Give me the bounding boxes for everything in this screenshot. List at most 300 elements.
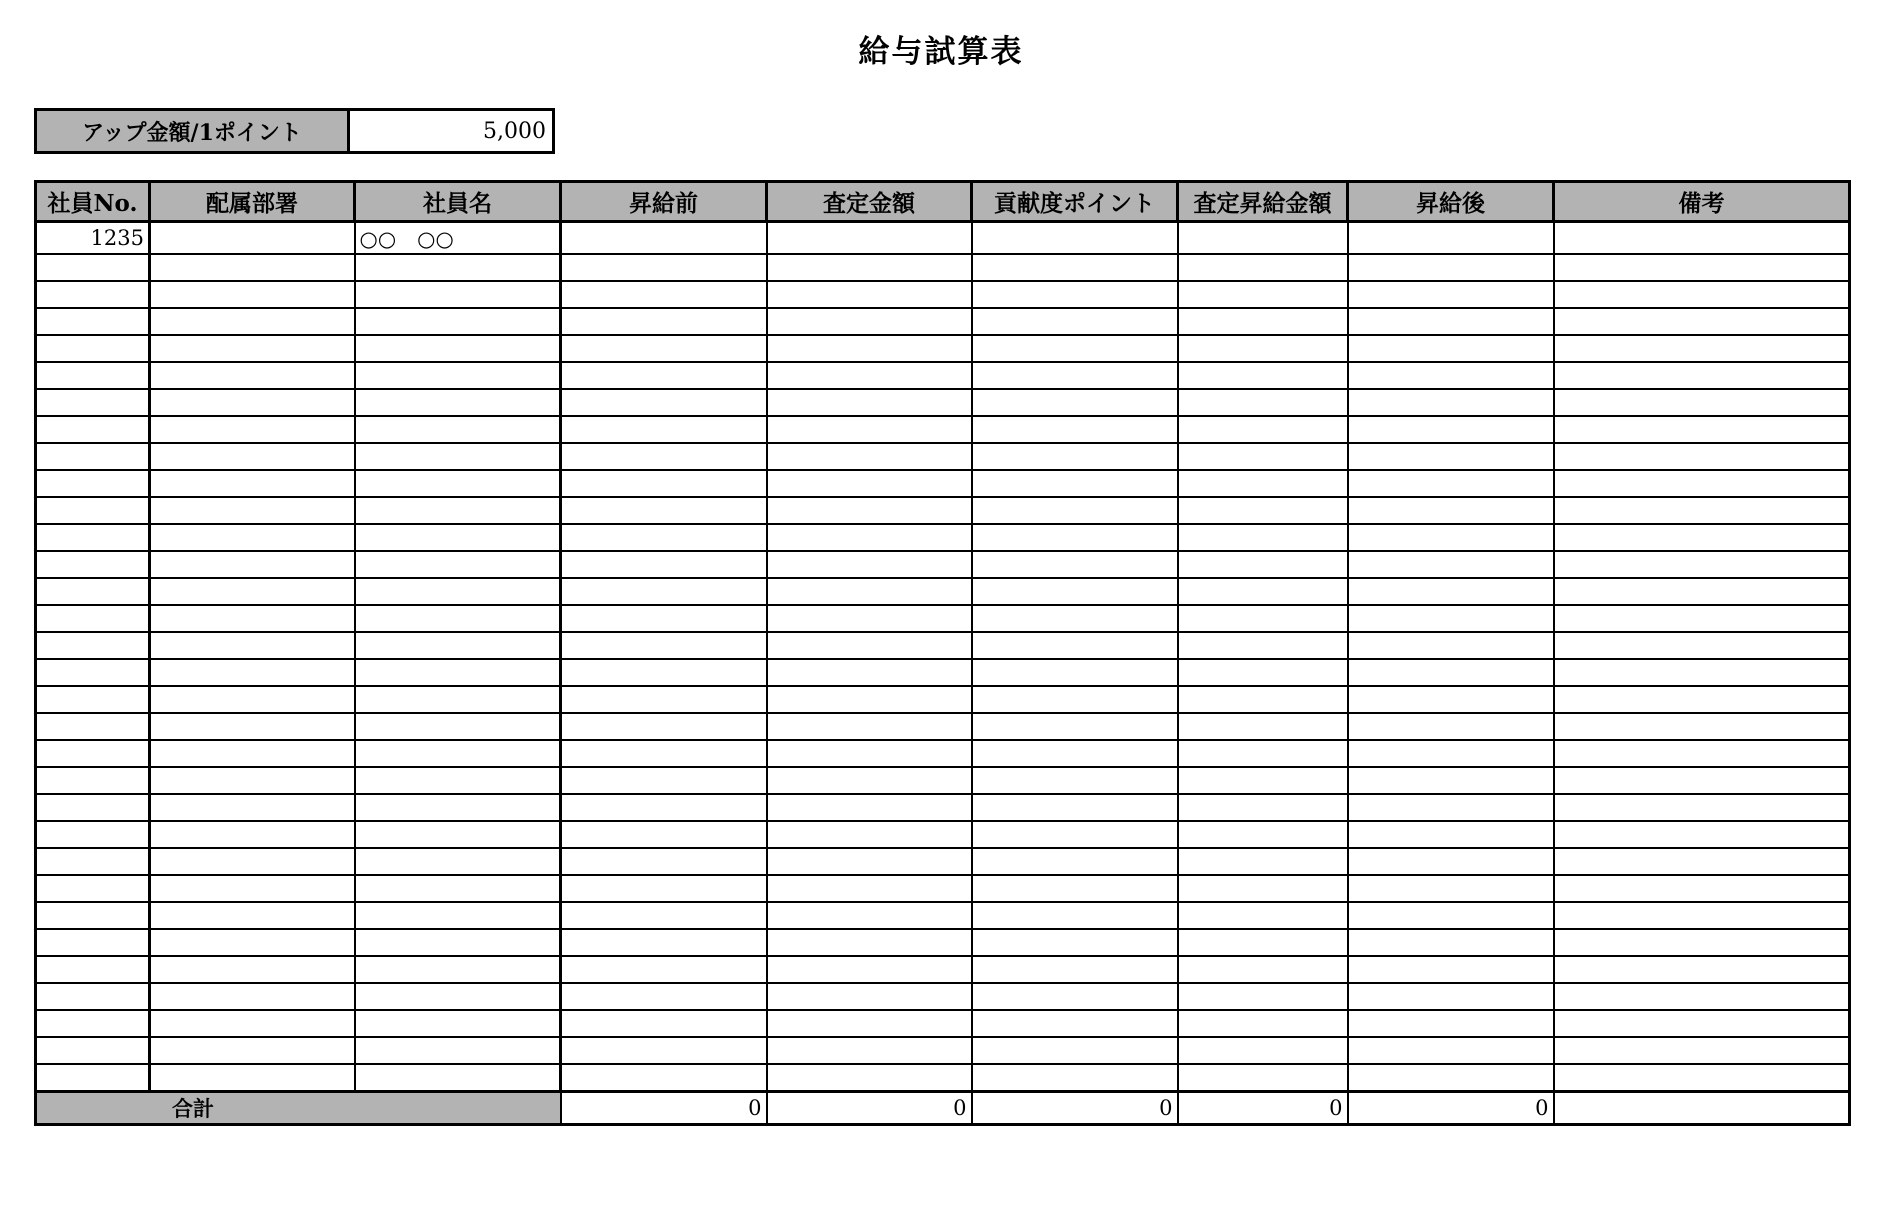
cell-before-raise[interactable] [561, 740, 767, 767]
cell-after-raise[interactable] [1348, 362, 1554, 389]
table-row [36, 632, 1850, 659]
cell-remarks[interactable] [1554, 362, 1850, 389]
cell-employee-no[interactable] [36, 470, 150, 497]
cell-before-raise[interactable] [561, 1010, 767, 1037]
cell-department[interactable] [150, 821, 355, 848]
cell-assessment-amount[interactable] [767, 389, 972, 416]
cell-contribution-points[interactable] [972, 362, 1178, 389]
cell-contribution-points[interactable] [972, 821, 1178, 848]
cell-employee-name[interactable] [355, 254, 561, 281]
cell-before-raise[interactable] [561, 308, 767, 335]
cell-employee-name[interactable] [355, 956, 561, 983]
cell-contribution-points[interactable] [972, 222, 1178, 255]
cell-assessment-amount[interactable] [767, 497, 972, 524]
cell-assessed-raise[interactable] [1178, 222, 1348, 255]
table-row [36, 1037, 1850, 1064]
cell-employee-no[interactable] [36, 659, 150, 686]
cell-after-raise[interactable] [1348, 389, 1554, 416]
cell-after-raise[interactable] [1348, 929, 1554, 956]
cell-after-raise[interactable] [1348, 740, 1554, 767]
cell-remarks[interactable] [1554, 713, 1850, 740]
cell-before-raise[interactable] [561, 1037, 767, 1064]
cell-after-raise[interactable] [1348, 281, 1554, 308]
cell-contribution-points[interactable] [972, 902, 1178, 929]
cell-employee-name[interactable] [355, 551, 561, 578]
cell-assessment-amount[interactable] [767, 740, 972, 767]
cell-before-raise[interactable] [561, 222, 767, 255]
cell-employee-no[interactable] [36, 848, 150, 875]
cell-employee-no[interactable] [36, 551, 150, 578]
cell-before-raise[interactable] [561, 470, 767, 497]
cell-after-raise[interactable] [1348, 1064, 1554, 1092]
cell-after-raise[interactable] [1348, 794, 1554, 821]
cell-assessed-raise[interactable] [1178, 470, 1348, 497]
cell-after-raise[interactable] [1348, 983, 1554, 1010]
cell-assessed-raise[interactable] [1178, 578, 1348, 605]
cell-employee-no[interactable] [36, 389, 150, 416]
cell-department[interactable] [150, 416, 355, 443]
cell-contribution-points[interactable] [972, 686, 1178, 713]
cell-employee-no[interactable] [36, 497, 150, 524]
cell-contribution-points[interactable] [972, 632, 1178, 659]
cell-assessment-amount[interactable] [767, 281, 972, 308]
cell-remarks[interactable] [1554, 875, 1850, 902]
cell-remarks[interactable] [1554, 416, 1850, 443]
cell-before-raise[interactable] [561, 767, 767, 794]
cell-department[interactable] [150, 1037, 355, 1064]
cell-employee-no[interactable] [36, 740, 150, 767]
cell-employee-no[interactable] [36, 821, 150, 848]
cell-department[interactable] [150, 848, 355, 875]
cell-employee-no[interactable] [36, 983, 150, 1010]
cell-department[interactable] [150, 686, 355, 713]
cell-assessment-amount[interactable] [767, 362, 972, 389]
cell-assessment-amount[interactable] [767, 335, 972, 362]
cell-department[interactable] [150, 929, 355, 956]
cell-before-raise[interactable] [561, 605, 767, 632]
cell-assessment-amount[interactable] [767, 821, 972, 848]
cell-department[interactable] [150, 713, 355, 740]
table-row [36, 497, 1850, 524]
cell-after-raise[interactable] [1348, 821, 1554, 848]
cell-assessed-raise[interactable] [1178, 281, 1348, 308]
cell-assessed-raise[interactable] [1178, 902, 1348, 929]
cell-assessed-raise[interactable] [1178, 416, 1348, 443]
cell-employee-name[interactable] [355, 578, 561, 605]
cell-employee-name[interactable]: ○○ ○○ [355, 222, 561, 255]
cell-after-raise[interactable] [1348, 875, 1554, 902]
cell-employee-no[interactable] [36, 443, 150, 470]
total-contribution-points[interactable]: 0 [972, 1092, 1178, 1125]
cell-employee-name[interactable] [355, 875, 561, 902]
cell-remarks[interactable] [1554, 470, 1850, 497]
cell-employee-no[interactable] [36, 254, 150, 281]
cell-employee-name[interactable] [355, 1037, 561, 1064]
cell-department[interactable] [150, 281, 355, 308]
cell-assessed-raise[interactable] [1178, 767, 1348, 794]
cell-department[interactable] [150, 605, 355, 632]
cell-employee-name[interactable] [355, 686, 561, 713]
cell-after-raise[interactable] [1348, 416, 1554, 443]
cell-employee-name[interactable] [355, 281, 561, 308]
cell-employee-no[interactable] [36, 929, 150, 956]
cell-assessment-amount[interactable] [767, 443, 972, 470]
cell-remarks[interactable] [1554, 929, 1850, 956]
cell-before-raise[interactable] [561, 551, 767, 578]
cell-assessed-raise[interactable] [1178, 875, 1348, 902]
cell-contribution-points[interactable] [972, 497, 1178, 524]
cell-employee-no[interactable] [36, 362, 150, 389]
cell-assessed-raise[interactable] [1178, 308, 1348, 335]
cell-employee-name[interactable] [355, 308, 561, 335]
total-after-raise[interactable]: 0 [1348, 1092, 1554, 1125]
cell-employee-name[interactable] [355, 443, 561, 470]
cell-after-raise[interactable] [1348, 659, 1554, 686]
cell-employee-no[interactable] [36, 416, 150, 443]
total-remarks[interactable] [1554, 1092, 1850, 1125]
cell-after-raise[interactable] [1348, 308, 1554, 335]
cell-department[interactable] [150, 956, 355, 983]
cell-contribution-points[interactable] [972, 983, 1178, 1010]
cell-employee-no[interactable] [36, 794, 150, 821]
cell-employee-no[interactable]: 1235 [36, 222, 150, 255]
cell-assessment-amount[interactable] [767, 1010, 972, 1037]
cell-department[interactable] [150, 875, 355, 902]
cell-department[interactable] [150, 659, 355, 686]
cell-employee-no[interactable] [36, 524, 150, 551]
cell-employee-name[interactable] [355, 659, 561, 686]
cell-contribution-points[interactable] [972, 524, 1178, 551]
cell-department[interactable] [150, 470, 355, 497]
cell-remarks[interactable] [1554, 578, 1850, 605]
cell-employee-name[interactable] [355, 524, 561, 551]
cell-assessed-raise[interactable] [1178, 389, 1348, 416]
cell-employee-no[interactable] [36, 686, 150, 713]
cell-before-raise[interactable] [561, 524, 767, 551]
cell-assessed-raise[interactable] [1178, 1037, 1348, 1064]
cell-remarks[interactable] [1554, 389, 1850, 416]
cell-after-raise[interactable] [1348, 848, 1554, 875]
cell-assessment-amount[interactable] [767, 308, 972, 335]
cell-assessment-amount[interactable] [767, 929, 972, 956]
cell-assessed-raise[interactable] [1178, 335, 1348, 362]
cell-employee-no[interactable] [36, 713, 150, 740]
cell-remarks[interactable] [1554, 632, 1850, 659]
cell-employee-name[interactable] [355, 767, 561, 794]
cell-employee-name[interactable] [355, 1064, 561, 1092]
cell-assessed-raise[interactable] [1178, 443, 1348, 470]
cell-employee-no[interactable] [36, 767, 150, 794]
cell-employee-name[interactable] [355, 821, 561, 848]
cell-department[interactable] [150, 794, 355, 821]
cell-before-raise[interactable] [561, 335, 767, 362]
cell-assessed-raise[interactable] [1178, 362, 1348, 389]
cell-before-raise[interactable] [561, 686, 767, 713]
cell-contribution-points[interactable] [972, 308, 1178, 335]
cell-employee-name[interactable] [355, 983, 561, 1010]
cell-contribution-points[interactable] [972, 335, 1178, 362]
cell-before-raise[interactable] [561, 578, 767, 605]
cell-assessment-amount[interactable] [767, 713, 972, 740]
cell-remarks[interactable] [1554, 335, 1850, 362]
cell-before-raise[interactable] [561, 1064, 767, 1092]
cell-remarks[interactable] [1554, 794, 1850, 821]
cell-department[interactable] [150, 578, 355, 605]
cell-after-raise[interactable] [1348, 686, 1554, 713]
cell-assessment-amount[interactable] [767, 875, 972, 902]
cell-department[interactable] [150, 308, 355, 335]
cell-before-raise[interactable] [561, 443, 767, 470]
cell-remarks[interactable] [1554, 983, 1850, 1010]
cell-employee-no[interactable] [36, 1010, 150, 1037]
cell-contribution-points[interactable] [972, 551, 1178, 578]
cell-after-raise[interactable] [1348, 335, 1554, 362]
cell-department[interactable] [150, 983, 355, 1010]
cell-contribution-points[interactable] [972, 767, 1178, 794]
cell-after-raise[interactable] [1348, 470, 1554, 497]
cell-before-raise[interactable] [561, 983, 767, 1010]
cell-after-raise[interactable] [1348, 497, 1554, 524]
cell-employee-name[interactable] [355, 902, 561, 929]
cell-contribution-points[interactable] [972, 389, 1178, 416]
cell-before-raise[interactable] [561, 929, 767, 956]
cell-after-raise[interactable] [1348, 605, 1554, 632]
total-assessment-amount[interactable]: 0 [767, 1092, 972, 1125]
cell-employee-no[interactable] [36, 308, 150, 335]
cell-contribution-points[interactable] [972, 713, 1178, 740]
cell-contribution-points[interactable] [972, 794, 1178, 821]
cell-before-raise[interactable] [561, 794, 767, 821]
cell-remarks[interactable] [1554, 1064, 1850, 1092]
cell-department[interactable] [150, 767, 355, 794]
cell-after-raise[interactable] [1348, 767, 1554, 794]
cell-remarks[interactable] [1554, 767, 1850, 794]
cell-after-raise[interactable] [1348, 551, 1554, 578]
cell-assessment-amount[interactable] [767, 767, 972, 794]
cell-contribution-points[interactable] [972, 1064, 1178, 1092]
cell-before-raise[interactable] [561, 821, 767, 848]
cell-assessed-raise[interactable] [1178, 713, 1348, 740]
cell-remarks[interactable] [1554, 497, 1850, 524]
cell-before-raise[interactable] [561, 497, 767, 524]
cell-employee-name[interactable] [355, 929, 561, 956]
cell-before-raise[interactable] [561, 902, 767, 929]
cell-department[interactable] [150, 740, 355, 767]
cell-contribution-points[interactable] [972, 929, 1178, 956]
cell-department[interactable] [150, 551, 355, 578]
cell-assessment-amount[interactable] [767, 632, 972, 659]
cell-before-raise[interactable] [561, 956, 767, 983]
cell-department[interactable] [150, 497, 355, 524]
cell-contribution-points[interactable] [972, 956, 1178, 983]
cell-assessed-raise[interactable] [1178, 929, 1348, 956]
cell-department[interactable] [150, 362, 355, 389]
cell-contribution-points[interactable] [972, 848, 1178, 875]
cell-employee-name[interactable] [355, 362, 561, 389]
cell-contribution-points[interactable] [972, 740, 1178, 767]
cell-employee-name[interactable] [355, 740, 561, 767]
cell-remarks[interactable] [1554, 659, 1850, 686]
cell-assessed-raise[interactable] [1178, 632, 1348, 659]
cell-employee-name[interactable] [355, 416, 561, 443]
cell-remarks[interactable] [1554, 605, 1850, 632]
cell-remarks[interactable] [1554, 686, 1850, 713]
cell-remarks[interactable] [1554, 740, 1850, 767]
cell-assessed-raise[interactable] [1178, 551, 1348, 578]
cell-contribution-points[interactable] [972, 605, 1178, 632]
cell-assessed-raise[interactable] [1178, 254, 1348, 281]
cell-assessment-amount[interactable] [767, 578, 972, 605]
cell-assessment-amount[interactable] [767, 686, 972, 713]
cell-after-raise[interactable] [1348, 254, 1554, 281]
cell-employee-name[interactable] [355, 713, 561, 740]
cell-after-raise[interactable] [1348, 956, 1554, 983]
cell-remarks[interactable] [1554, 902, 1850, 929]
cell-assessment-amount[interactable] [767, 524, 972, 551]
cell-employee-no[interactable] [36, 632, 150, 659]
cell-contribution-points[interactable] [972, 443, 1178, 470]
cell-remarks[interactable] [1554, 443, 1850, 470]
cell-before-raise[interactable] [561, 281, 767, 308]
cell-employee-name[interactable] [355, 794, 561, 821]
cell-remarks[interactable] [1554, 821, 1850, 848]
cell-assessed-raise[interactable] [1178, 740, 1348, 767]
cell-employee-no[interactable] [36, 902, 150, 929]
cell-assessment-amount[interactable] [767, 551, 972, 578]
cell-assessment-amount[interactable] [767, 605, 972, 632]
cell-employee-no[interactable] [36, 1037, 150, 1064]
cell-after-raise[interactable] [1348, 1010, 1554, 1037]
cell-employee-name[interactable] [355, 470, 561, 497]
cell-after-raise[interactable] [1348, 222, 1554, 255]
cell-contribution-points[interactable] [972, 659, 1178, 686]
cell-before-raise[interactable] [561, 713, 767, 740]
cell-assessed-raise[interactable] [1178, 686, 1348, 713]
total-before-raise[interactable]: 0 [561, 1092, 767, 1125]
cell-assessed-raise[interactable] [1178, 659, 1348, 686]
cell-employee-no[interactable] [36, 281, 150, 308]
cell-department[interactable] [150, 335, 355, 362]
cell-contribution-points[interactable] [972, 1037, 1178, 1064]
cell-after-raise[interactable] [1348, 632, 1554, 659]
cell-contribution-points[interactable] [972, 254, 1178, 281]
cell-department[interactable] [150, 222, 355, 255]
cell-before-raise[interactable] [561, 848, 767, 875]
cell-assessed-raise[interactable] [1178, 848, 1348, 875]
cell-department[interactable] [150, 1010, 355, 1037]
cell-remarks[interactable] [1554, 222, 1850, 255]
cell-department[interactable] [150, 389, 355, 416]
cell-remarks[interactable] [1554, 1010, 1850, 1037]
cell-assessed-raise[interactable] [1178, 983, 1348, 1010]
cell-after-raise[interactable] [1348, 902, 1554, 929]
cell-assessed-raise[interactable] [1178, 1010, 1348, 1037]
cell-assessment-amount[interactable] [767, 956, 972, 983]
cell-employee-name[interactable] [355, 1010, 561, 1037]
cell-department[interactable] [150, 902, 355, 929]
table-row [36, 335, 1850, 362]
cell-after-raise[interactable] [1348, 1037, 1554, 1064]
cell-remarks[interactable] [1554, 848, 1850, 875]
cell-employee-name[interactable] [355, 632, 561, 659]
cell-assessment-amount[interactable] [767, 470, 972, 497]
cell-employee-name[interactable] [355, 389, 561, 416]
cell-department[interactable] [150, 524, 355, 551]
cell-employee-name[interactable] [355, 605, 561, 632]
cell-assessment-amount[interactable] [767, 848, 972, 875]
cell-before-raise[interactable] [561, 389, 767, 416]
cell-assessment-amount[interactable] [767, 254, 972, 281]
cell-after-raise[interactable] [1348, 524, 1554, 551]
total-assessed-raise[interactable]: 0 [1178, 1092, 1348, 1125]
cell-department[interactable] [150, 632, 355, 659]
cell-assessment-amount[interactable] [767, 659, 972, 686]
cell-department[interactable] [150, 1064, 355, 1092]
cell-assessed-raise[interactable] [1178, 1064, 1348, 1092]
cell-contribution-points[interactable] [972, 578, 1178, 605]
cell-remarks[interactable] [1554, 956, 1850, 983]
cell-remarks[interactable] [1554, 254, 1850, 281]
cell-before-raise[interactable] [561, 254, 767, 281]
cell-assessed-raise[interactable] [1178, 956, 1348, 983]
table-body [36, 222, 1850, 1092]
cell-employee-name[interactable] [355, 335, 561, 362]
cell-assessed-raise[interactable] [1178, 497, 1348, 524]
cell-remarks[interactable] [1554, 524, 1850, 551]
cell-department[interactable] [150, 254, 355, 281]
cell-employee-no[interactable] [36, 875, 150, 902]
rate-value-cell[interactable]: 5,000 [349, 110, 554, 153]
cell-contribution-points[interactable] [972, 281, 1178, 308]
cell-assessment-amount[interactable] [767, 1037, 972, 1064]
cell-before-raise[interactable] [561, 632, 767, 659]
cell-assessed-raise[interactable] [1178, 821, 1348, 848]
cell-before-raise[interactable] [561, 416, 767, 443]
cell-contribution-points[interactable] [972, 470, 1178, 497]
cell-after-raise[interactable] [1348, 443, 1554, 470]
cell-after-raise[interactable] [1348, 713, 1554, 740]
cell-assessed-raise[interactable] [1178, 605, 1348, 632]
cell-employee-no[interactable] [36, 578, 150, 605]
cell-assessment-amount[interactable] [767, 222, 972, 255]
cell-contribution-points[interactable] [972, 416, 1178, 443]
cell-employee-name[interactable] [355, 497, 561, 524]
cell-before-raise[interactable] [561, 875, 767, 902]
cell-before-raise[interactable] [561, 362, 767, 389]
cell-assessment-amount[interactable] [767, 902, 972, 929]
cell-employee-no[interactable] [36, 605, 150, 632]
cell-remarks[interactable] [1554, 308, 1850, 335]
cell-remarks[interactable] [1554, 281, 1850, 308]
cell-assessment-amount[interactable] [767, 416, 972, 443]
cell-assessment-amount[interactable] [767, 1064, 972, 1092]
cell-remarks[interactable] [1554, 551, 1850, 578]
cell-assessed-raise[interactable] [1178, 524, 1348, 551]
cell-employee-no[interactable] [36, 335, 150, 362]
cell-employee-no[interactable] [36, 956, 150, 983]
cell-after-raise[interactable] [1348, 578, 1554, 605]
cell-employee-no[interactable] [36, 1064, 150, 1092]
cell-assessed-raise[interactable] [1178, 794, 1348, 821]
cell-assessment-amount[interactable] [767, 794, 972, 821]
cell-contribution-points[interactable] [972, 875, 1178, 902]
cell-remarks[interactable] [1554, 1037, 1850, 1064]
cell-before-raise[interactable] [561, 659, 767, 686]
cell-employee-name[interactable] [355, 848, 561, 875]
cell-contribution-points[interactable] [972, 1010, 1178, 1037]
cell-assessment-amount[interactable] [767, 983, 972, 1010]
cell-department[interactable] [150, 443, 355, 470]
